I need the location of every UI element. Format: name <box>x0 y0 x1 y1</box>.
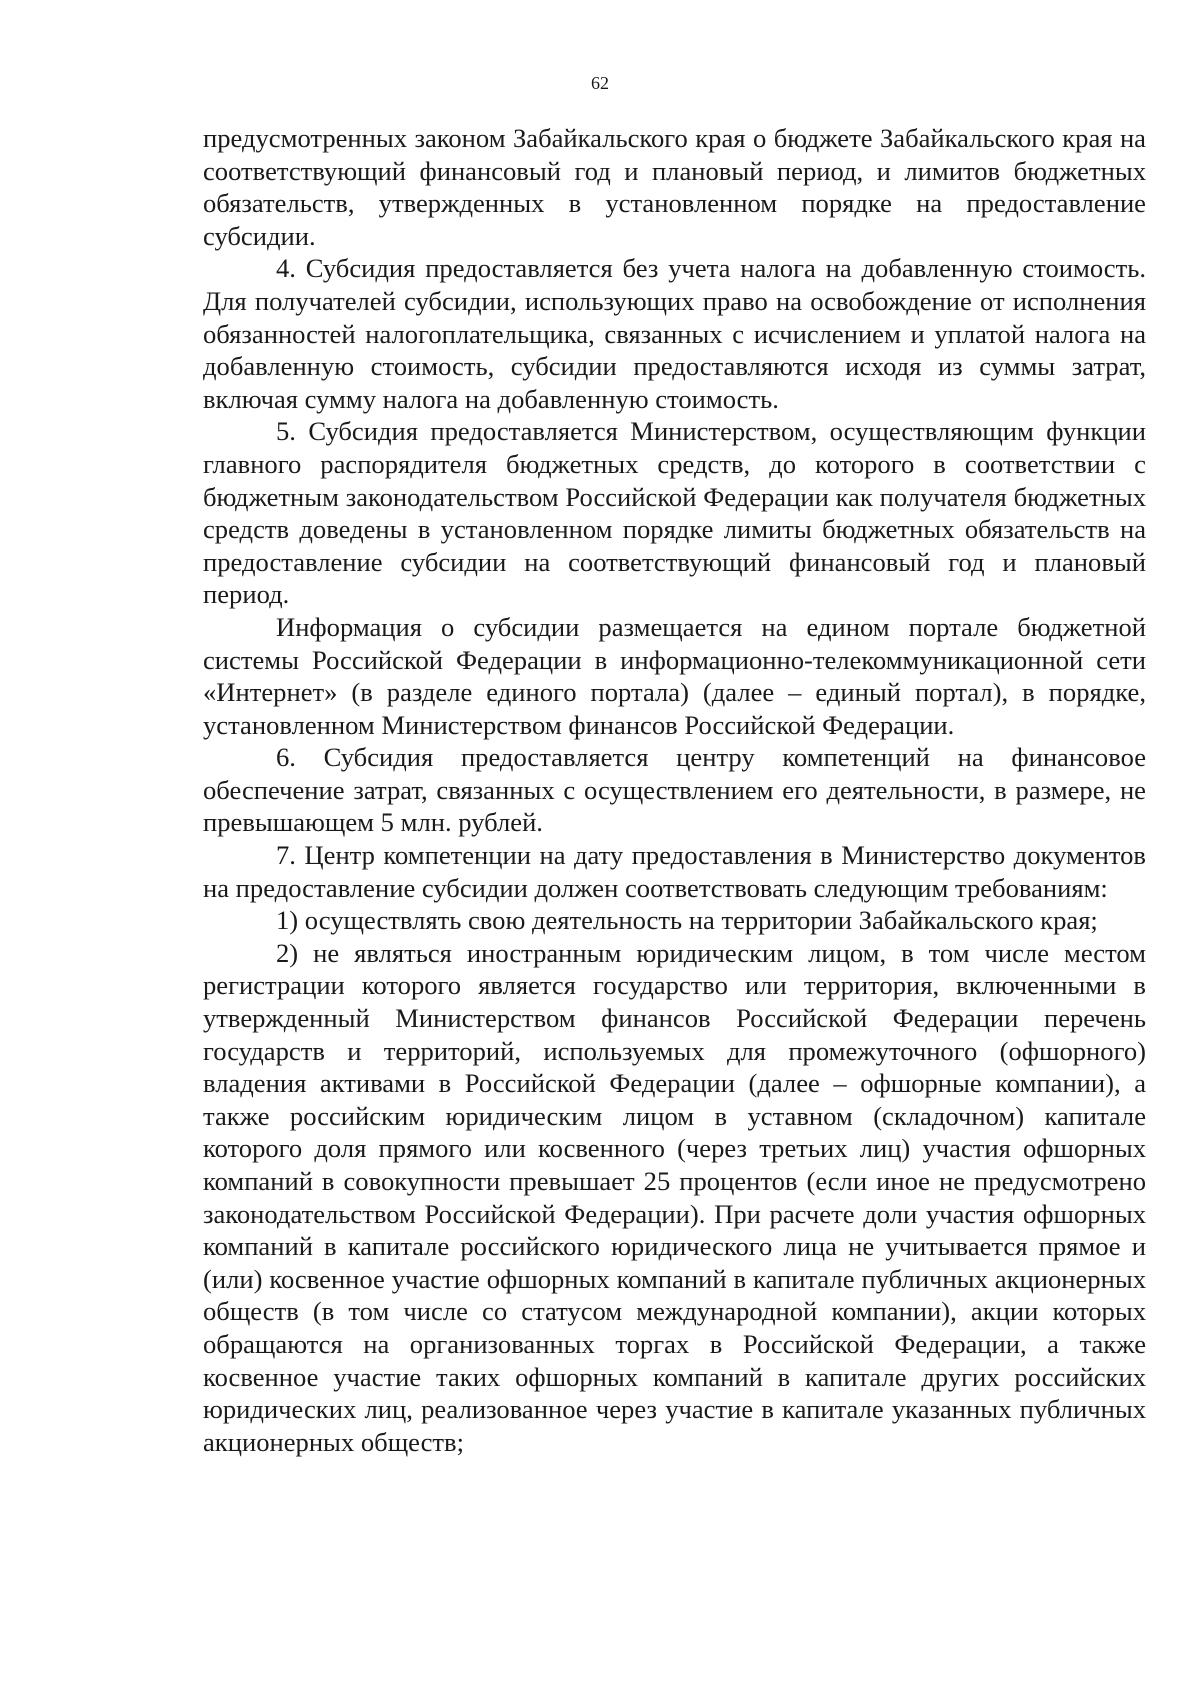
paragraph-requirement-2: 2) не являться иностранным юридическим лицом, в том числе местом регистрации которого является государство или территория, включенными в утвержденный Министерством финансов Российской Федерации перечень государств и территорий, используемых для промежуточного (офшорного) владения активами в Российской Федерации (далее – офшорные компании), а также российским юридическим лицом в уставном (складочном) капитале которого доля прямого или косвенного (через третьих лиц) участия офшорных компаний в совокупности превышает 25 процентов (если иное не предусмотрено законодательством Российской Федерации). При расчете доли участия офшорных компаний в капитале российского юридического лица не учитывается прямое и (или) косвенное участие офшорных компаний в капитале публичных акционерных обществ (в том числе со статусом международной компании), акции которых обращаются на организованных торгах в Российской Федерации, а также косвенное участие таких офшорных компаний в капитале других российских юридических лиц, реализованное через участие в капитале указанных публичных акционерных обществ; <box>203 937 1146 1457</box>
page-number: 62 <box>591 73 609 93</box>
paragraph-item-6: 6. Субсидия предоставляется центру компетенций на финансовое обеспечение затрат, связанных с осуществлением его деятельности, в размере, не превышающем 5 млн. рублей. <box>203 742 1146 838</box>
document-body <box>203 122 1146 1458</box>
paragraph-continuation: предусмотренных законом Забайкальского края о бюджете Забайкальского края на соответствующий финансовый год и плановый период, и лимитов бюджетных обязательств, утвержденных в установленном порядке на предоставление субсидии. <box>203 123 1146 251</box>
paragraph-item-7: 7. Центр компетенции на дату предоставления в Министерство документов на предоставление субсидии должен соответствовать следующим требованиям: <box>203 840 1146 903</box>
paragraph-requirement-1: 1) осуществлять свою деятельность на территории Забайкальского края; <box>276 905 1098 936</box>
paragraph-item-4: 4. Субсидия предоставляется без учета налога на добавленную стоимость. Для получателей субсидии, использующих право на освобождение от исполнения обязанностей налогоплательщика, связанных с исчислением и уплатой налога на добавленную стоимость, субсидии предоставляются исходя из суммы затрат, включая сумму налога на добавленную стоимость. <box>203 253 1146 414</box>
paragraph-item-5: 5. Субсидия предоставляется Министерством, осуществляющим функции главного распорядителя бюджетных средств, до которого в соответствии с бюджетным законодательством Российской Федерации как получателя бюджетных средств доведены в установленном порядке лимиты бюджетных обязательств на предоставление субсидии на соответствующий финансовый год и плановый период. <box>203 416 1146 610</box>
paragraph-subsidy-info: Информация о субсидии размещается на едином портале бюджетной системы Российской Федерации в информационно-телекоммуникационной сети «Интернет» (в разделе единого портала) (далее – единый портал), в порядке, установленном Министерством финансов Российской Федерации. <box>203 611 1146 740</box>
